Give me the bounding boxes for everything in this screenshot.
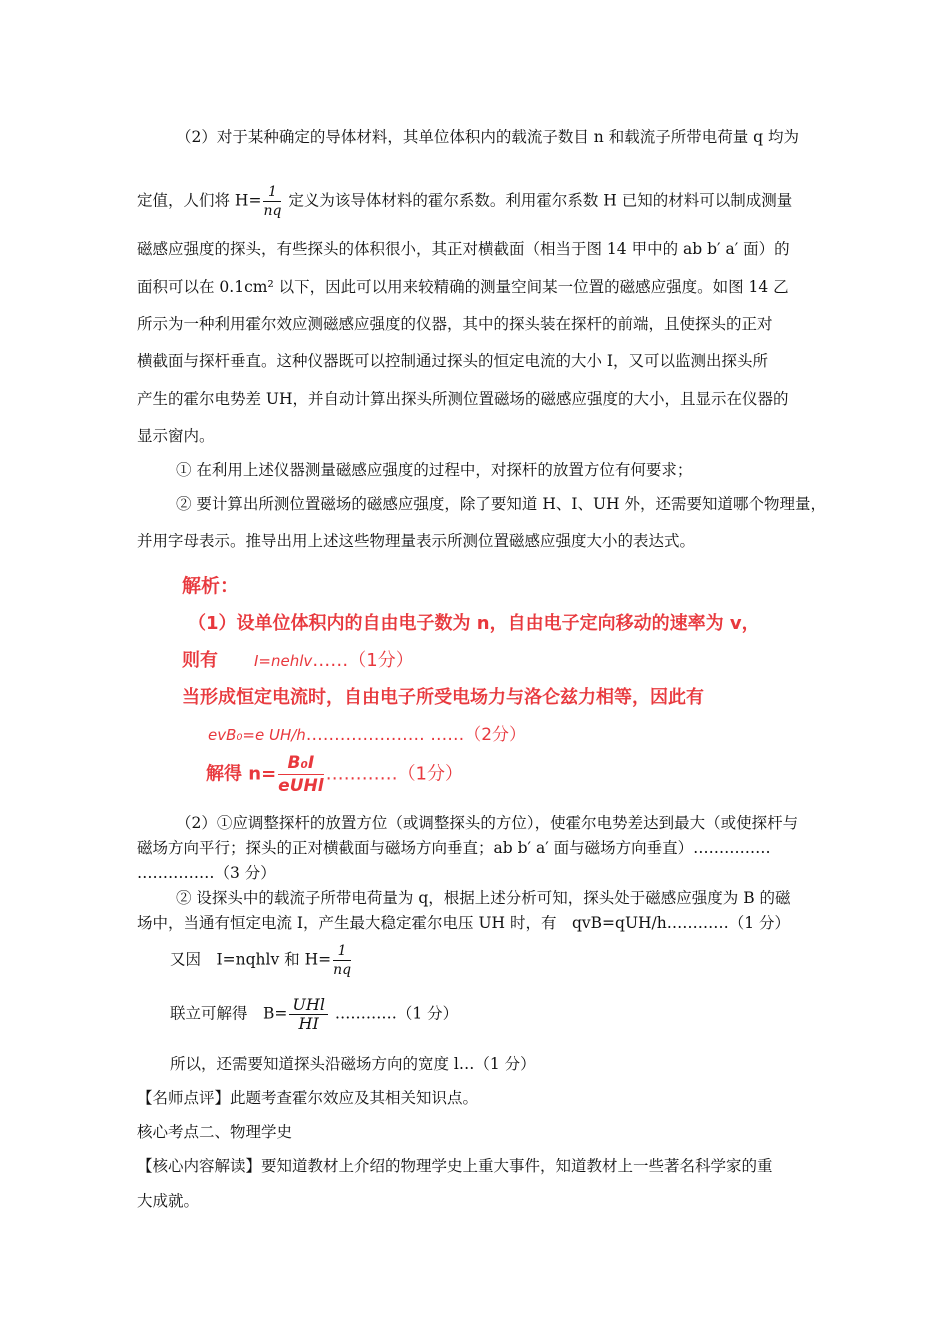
- question-line-5: 所示为一种利用霍尔效应测磁感应强度的仪器，其中的探头装在探杆的前端，且使探头的正对: [137, 315, 773, 333]
- question-line-8: 显示窗内。: [137, 427, 215, 445]
- sub-question-2: ② 要计算出所测位置磁场的磁感应强度，除了要知道 H、I、UH 外，还需要知道哪个物理量，: [176, 495, 827, 513]
- question-line-6: 横截面与探杆垂直。这种仪器既可以控制通过探头的恒定电流的大小 I，又可以监测出探头所: [137, 352, 769, 370]
- analysis-line-2: 则有 I=nehlv……（1分）: [182, 650, 414, 671]
- core-content-line-2: 大成就。: [137, 1192, 200, 1210]
- answer-line-5: 场中，当通有恒定电流 I，产生最大稳定霍尔电压 UH 时，有 qvB=qUH/h…………（1 分）: [137, 914, 791, 932]
- answer-line-2: 磁场方向平行；探头的正对横截面与磁场方向垂直；ab b′ a′ 面与磁场方向垂直）……………: [137, 839, 771, 857]
- hall-coefficient-fraction: $\frac{1}{nq}$: [263, 184, 282, 219]
- analysis-line-5: 解得 n= $\frac{\text{B₀I}}{\text{eUHl}}$ …………（1分）: [206, 753, 464, 796]
- sub-question-1: ① 在利用上述仪器测量磁感应强度的过程中，对探杆的放置方位有何要求；: [176, 461, 693, 479]
- sub-question-2-cont: 并用字母表示。推导出用上述这些物理量表示所测位置磁感应强度大小的表达式。: [137, 532, 696, 550]
- answer-fraction-2: $\frac{\text{UHl}}{HI}$: [289, 996, 328, 1033]
- analysis-fraction: $\frac{\text{B₀I}}{\text{eUHl}}$: [278, 753, 324, 796]
- analysis-line-4: evB₀=e UH/h………………… ……（2分）: [208, 725, 527, 745]
- answer-line-7: 联立可解得 B= $\frac{\text{UHl}}{HI}$ …………（1 分）: [170, 995, 459, 1033]
- core-content-line-1: 【核心内容解读】要知道教材上介绍的物理学史上重大事件，知道教材上一些著名科学家的重: [137, 1157, 773, 1175]
- analysis-line-3: 当形成恒定电流时，自由电子所受电场力与洛仑兹力相等，因此有: [182, 687, 704, 708]
- answer-line-4: ② 设探头中的载流子所带电荷量为 q，根据上述分析可知，探头处于磁感应强度为 B 的磁: [176, 889, 791, 907]
- answer-fraction-1: $\frac{1}{nq}$: [333, 943, 352, 978]
- question-line-2: 定值，人们将 H= $\frac{1}{nq}$ 定义为该导体材料的霍尔系数。利用霍尔系数 H 已知的材料可以制成测量: [137, 184, 793, 219]
- answer-line-3: ……………（3 分）: [137, 864, 276, 882]
- question-line-4: 面积可以在 0.1cm² 以下，因此可以用来较精确的测量空间某一位置的磁感应强度。如图 14 乙: [137, 278, 789, 296]
- answer-line-1: （2）①应调整探杆的放置方位（或调整探头的方位），使霍尔电势差达到最大（或使探杆与: [176, 814, 799, 832]
- question-line-7: 产生的霍尔电势差 UH，并自动计算出探头所测位置磁场的磁感应强度的大小，且显示在仪器的: [137, 390, 789, 408]
- question-line-3: 磁感应强度的探头，有些探头的体积很小，其正对横截面（相当于图 14 甲中的 ab b′ a′ 面）的: [137, 240, 790, 258]
- answer-line-6: 又因 I=nqhlv 和 H= $\frac{1}{nq}$: [170, 943, 352, 978]
- analysis-title: 解析：: [182, 575, 240, 597]
- answer-line-8: 所以，还需要知道探头沿磁场方向的宽度 l…（1 分）: [170, 1055, 536, 1073]
- teacher-comment: 【名师点评】此题考查霍尔效应及其相关知识点。: [137, 1089, 479, 1107]
- question-line-1: （2）对于某种确定的导体材料，其单位体积内的载流子数目 n 和载流子所带电荷量 q 均为: [176, 128, 799, 146]
- analysis-line-1: （1）设单位体积内的自由电子数为 n，自由电子定向移动的速率为 v，: [188, 613, 760, 634]
- section-heading: 核心考点二、物理学史: [137, 1123, 293, 1141]
